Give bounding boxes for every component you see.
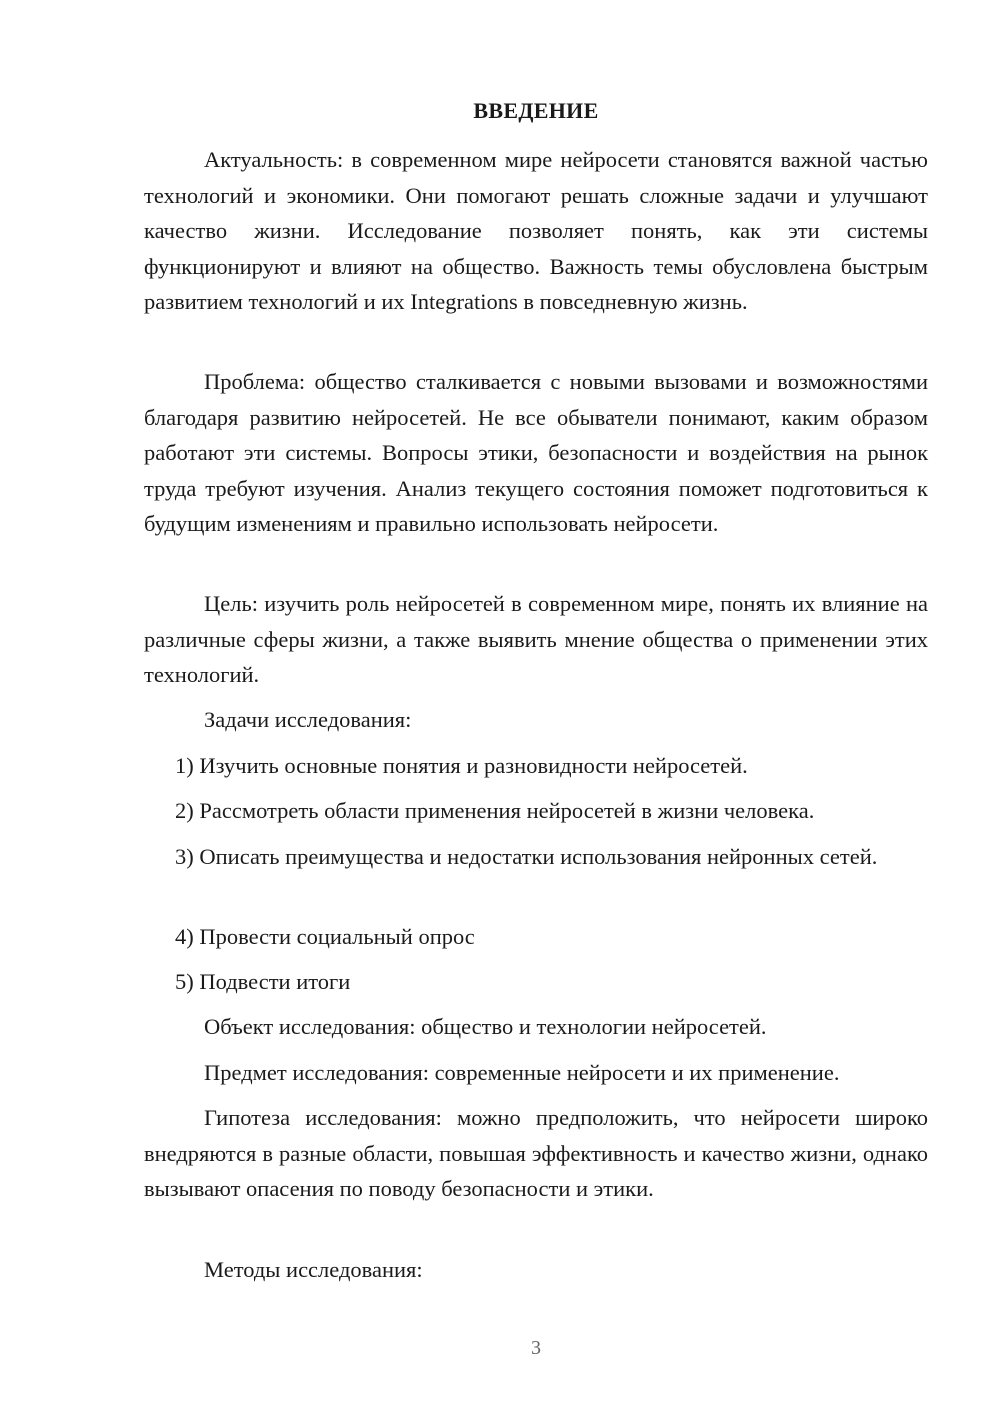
object-paragraph: Объект исследования: общество и технологии нейросетей. — [204, 1014, 767, 1039]
task-item-5: 5) Подвести итоги — [175, 969, 351, 994]
task-item-1: 1) Изучить основные понятия и разновидности нейросетей. — [175, 753, 748, 778]
problem-paragraph: Проблема: общество сталкивается с новыми вызовами и возможностями благодаря развитию нейросетей. Не все обыватели понимают, каким образом работают эти системы. Вопросы этики, безопасности и воздействия на рынок труда требуют изучения. Анализ текущего состояния поможет подготовиться к будущим изменениям и правильно использовать нейросети. — [144, 369, 928, 536]
hypothesis-paragraph: Гипотеза исследования: можно предположить, что нейросети широко внедряются в разные области, повышая эффективность и качество жизни, однако вызывают опасения по поводу безопасности и этики. — [144, 1105, 928, 1201]
tasks-heading: Задачи исследования: — [204, 707, 412, 732]
page-number: 3 — [531, 1337, 541, 1359]
task-item-4: 4) Провести социальный опрос — [175, 924, 475, 949]
relevance-paragraph: Актуальность: в современном мире нейросети становятся важной частью технологий и экономики. Они помогают решать сложные задачи и улучшают качество жизни. Исследование позволяет понять, как эти системы функционируют и влияют на общество. Важность темы обусловлена быстрым развитием технологий и их Integrations в повседневную жизнь. — [144, 147, 928, 314]
methods-heading: Методы исследования: — [204, 1257, 423, 1282]
section-heading: ВВЕДЕНИЕ — [473, 98, 599, 123]
subject-paragraph: Предмет исследования: современные нейросети и их применение. — [204, 1060, 840, 1085]
task-item-2: 2) Рассмотреть области применения нейросетей в жизни человека. — [175, 798, 815, 823]
goal-paragraph: Цель: изучить роль нейросетей в современном мире, понять их влияние на различные сферы жизни, а также выявить мнение общества о применении этих технологий. — [144, 591, 928, 687]
task-item-3: 3) Описать преимущества и недостатки использования нейронных сетей. — [175, 844, 878, 869]
